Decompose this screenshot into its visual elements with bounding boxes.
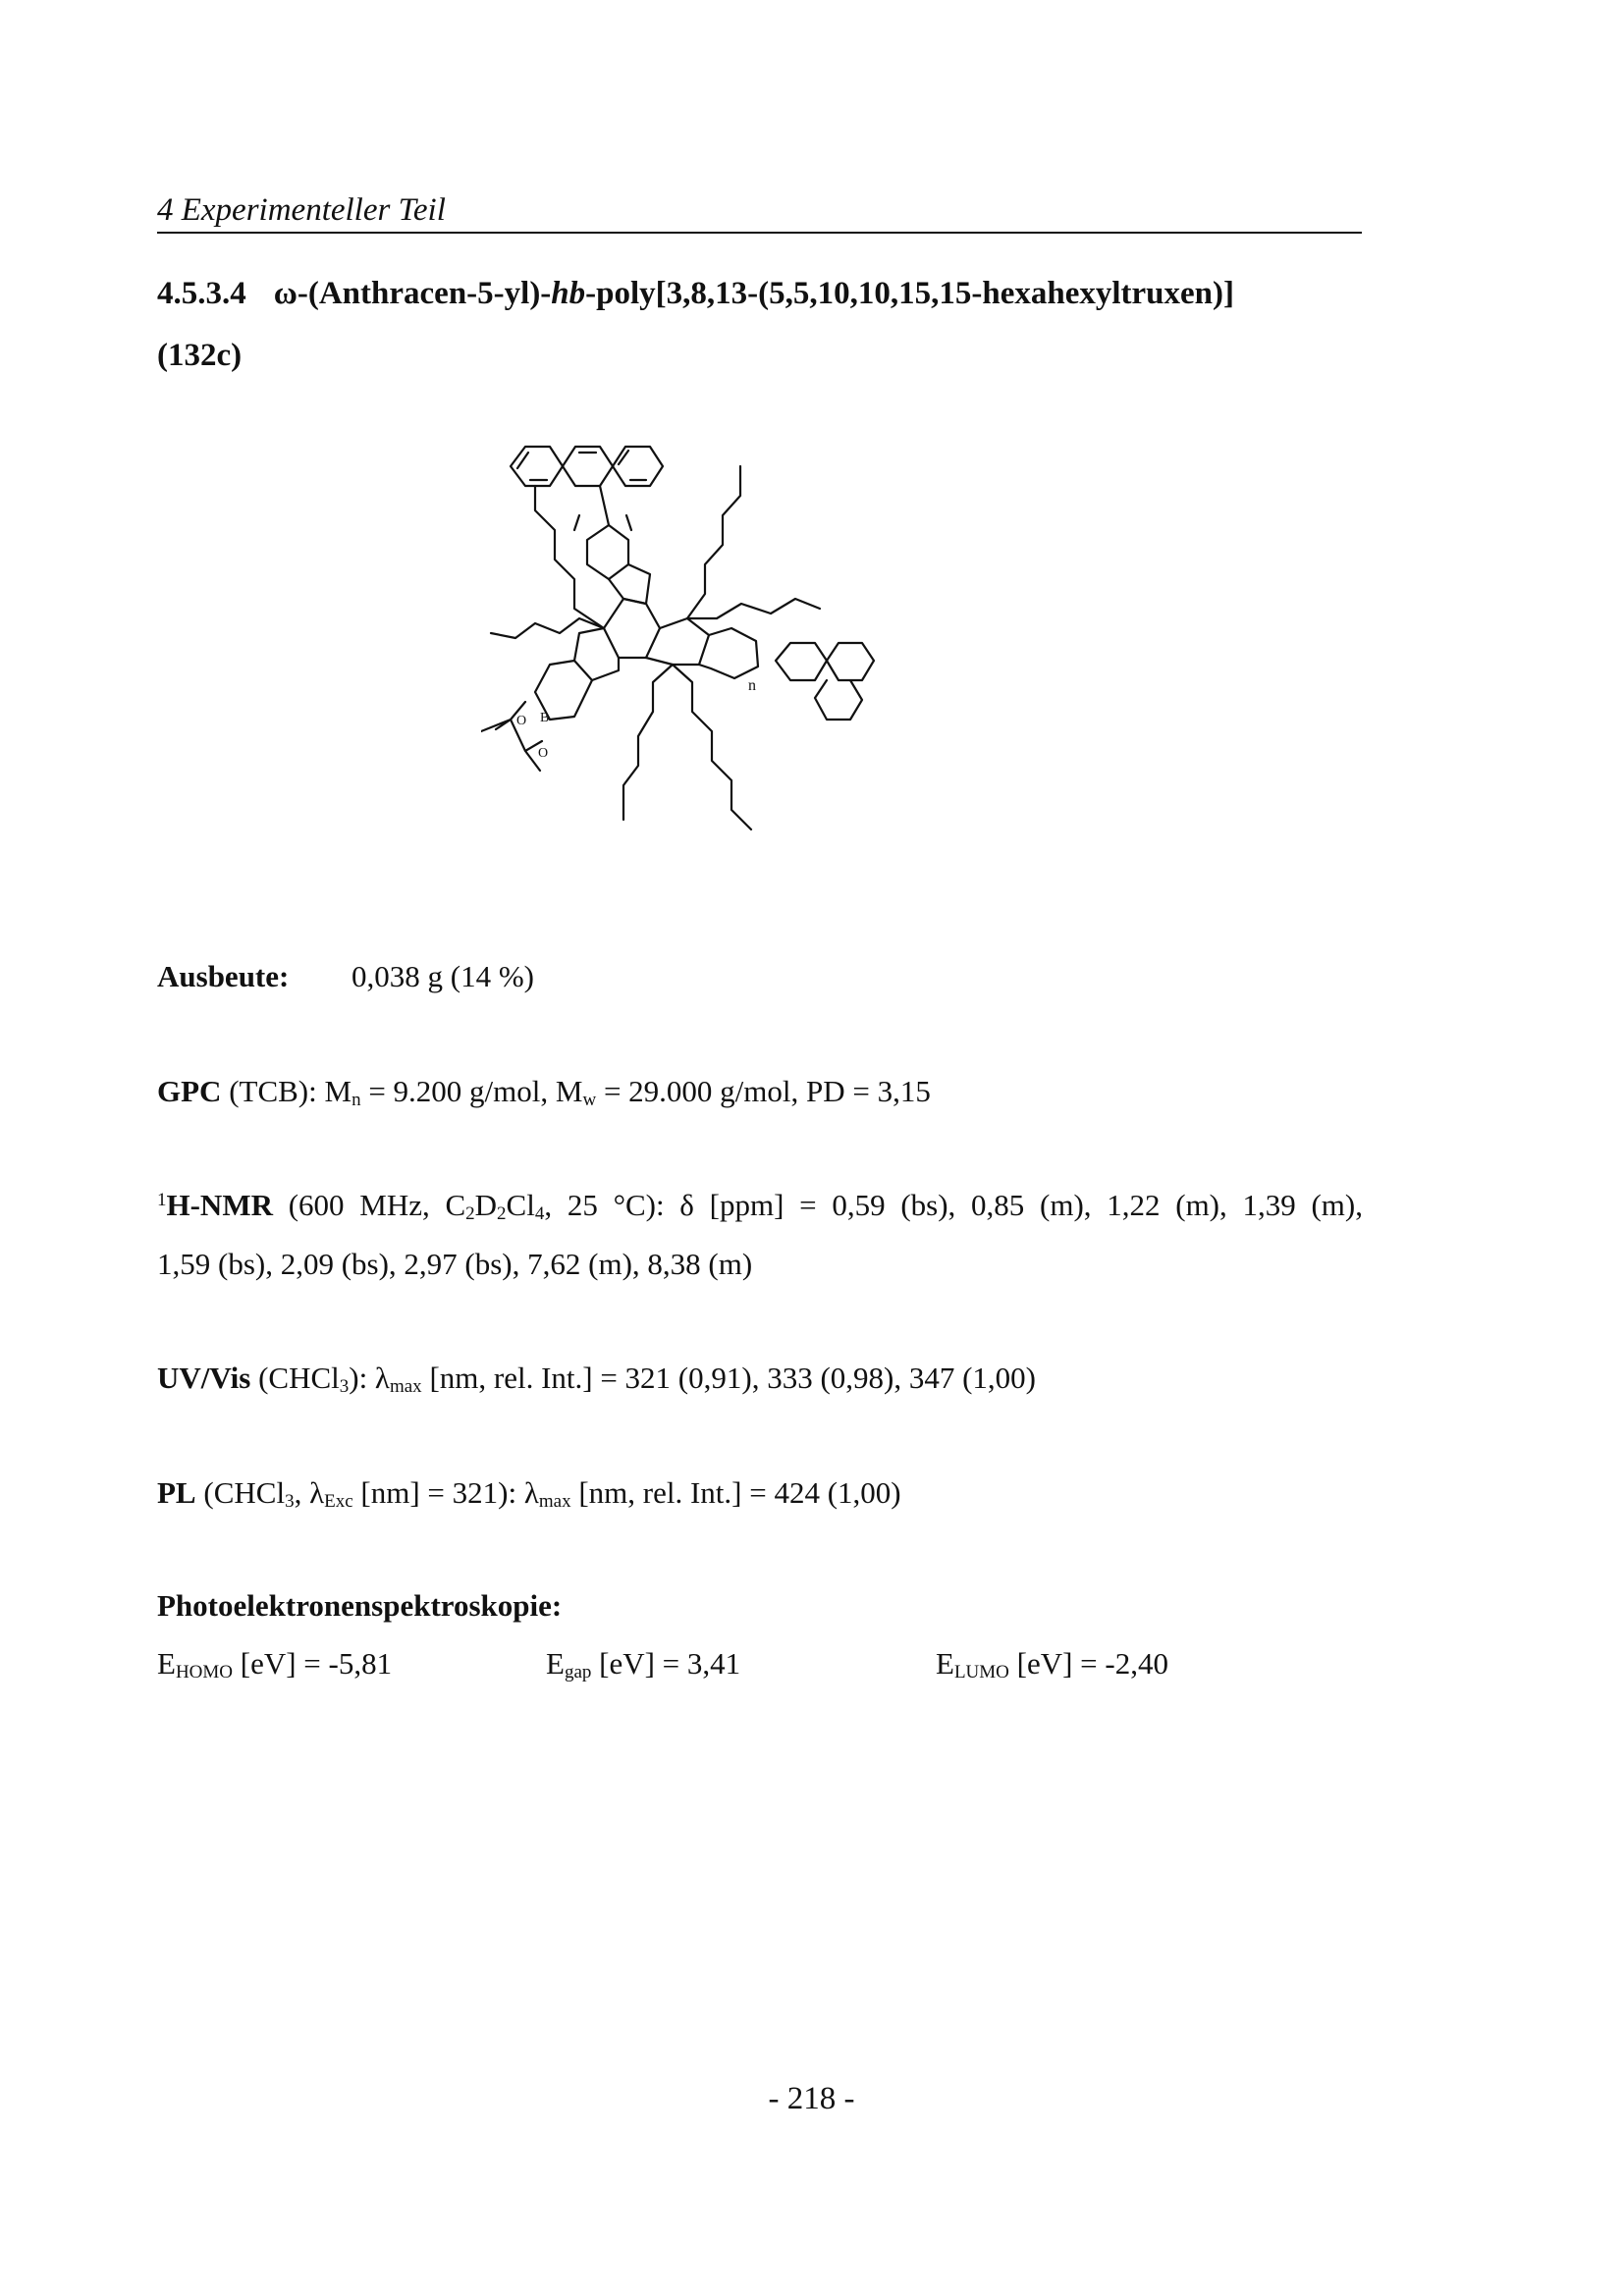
nmr-line-1: $^1$H-NMR (600 MHz, $C_2D_2Cl_4$, 25 °C): δ [ppm] = 0,59 (bs), 0,85 (m), 1,22 (m), 1,39 (m),	[157, 1188, 1363, 1224]
title-prefix: ω-(Anthracen-5-yl)-	[273, 276, 552, 311]
e-lumo: $E_{LUMO}$ [eV] = -2,40	[936, 1646, 1168, 1682]
title-suffix: -poly[3,8,13-(5,5,10,10,15,15-hexahexyltruxen)]	[585, 276, 1235, 311]
compound-id: (132c)	[157, 338, 243, 373]
yield-value: 0,038 g (14 %)	[352, 959, 534, 993]
header-rule	[157, 232, 1362, 234]
section-heading	[157, 276, 1234, 312]
uv-vis-line: UV/Vis (CHCl$_3$): $\lambda_{max}$ [nm, rel. Int.] = 321 (0,91), 333 (0,98), 347 (1,00)	[157, 1361, 1037, 1397]
oxygen-label-2: O	[538, 746, 549, 761]
pes-heading: Photoelektronenspektroskopie:	[157, 1588, 563, 1623]
pl-line: PL (CHCl$_3$, $\lambda_{Exc}$ [nm] = 321): $\lambda_{max}$ [nm, rel. Int.] = 424 (1,00)	[157, 1475, 901, 1512]
yield-label: Ausbeute:	[157, 959, 290, 993]
nmr-line-2: 1,59 (bs), 2,09 (bs), 2,97 (bs), 7,62 (m), 8,38 (m)	[157, 1247, 753, 1281]
running-header: 4 Experimenteller Teil	[157, 192, 446, 228]
page-number: - 218 -	[768, 2081, 855, 2116]
e-homo: $E_{HOMO}$ [eV] = -5,81	[157, 1646, 393, 1682]
gpc-line: GPC (TCB): $M_n = 9.200$ g/mol, $M_w = 29.000$ g/mol, PD = 3,15	[157, 1074, 931, 1110]
title-italic: hb	[551, 276, 586, 311]
repeat-unit-label: n	[748, 677, 756, 694]
chemical-structure	[481, 407, 1060, 942]
e-gap: $E_{gap}$ [eV] = 3,41	[546, 1646, 741, 1682]
section-number: 4.5.3.4	[157, 276, 246, 311]
oxygen-label-1: O	[516, 714, 527, 728]
boron-label: B	[540, 711, 550, 725]
